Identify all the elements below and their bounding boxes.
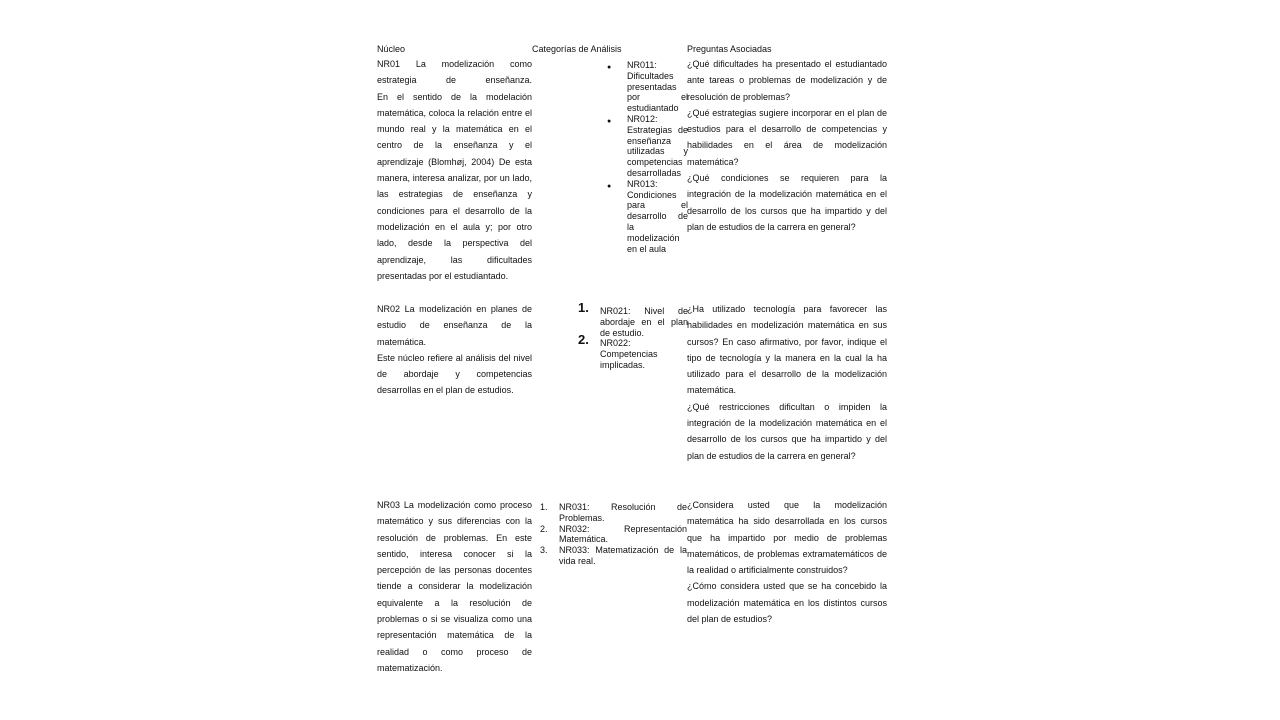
questions-cell bbox=[687, 301, 887, 464]
item-number: 1. bbox=[578, 300, 589, 315]
nucleus-title: NR01 La modelización como estrategia de enseñanza. bbox=[377, 59, 532, 86]
list-item bbox=[607, 179, 688, 255]
category-text: NR012: Estrategias de enseñanza utilizadas y competencias desarrolladas bbox=[627, 113, 688, 178]
list-item bbox=[540, 524, 687, 546]
category-text: NR011: Dificultades presentadas por el estudiantado bbox=[627, 60, 688, 114]
question: ¿Qué estrategias sugiere incorporar en el plan de estudios para el desarrollo de competencias y habilidades en el área de modelización matemática? bbox=[687, 107, 887, 167]
bullet-icon: ● bbox=[607, 64, 612, 71]
category-text: NR022: Competencias implicadas. bbox=[600, 338, 658, 370]
item-number: 2. bbox=[578, 332, 589, 348]
item-number: 2. bbox=[540, 523, 548, 534]
nucleus-cell bbox=[377, 497, 532, 676]
bullet-icon: ● bbox=[607, 182, 612, 190]
list-item bbox=[578, 300, 688, 338]
question: ¿Considera usted que la modelización matemática ha sido desarrollada en los cursos que ha impartido por medio de problemas matemáticos, de problemas extramatemáticos de la realidad o artificialmente construidos? bbox=[687, 500, 887, 576]
question: ¿Qué dificultades ha presentado el estudiantado ante tareas o problemas de modelización y de resolución de problemas? bbox=[687, 59, 887, 102]
nucleus-description: En el sentido de la modelación matemática, coloca la relación entre el mundo real y la matemática en el centro de la enseñanza y el aprendizaje (Blomhøj, 2004) De esta manera, interesa analizar, por un lado, las estrategias de enseñanza y condiciones para el desarrollo de la modelización en el aula y; por otro lado, desde la perspectiva del aprendizaje, las dificultades presentadas por el estudiantado. bbox=[377, 91, 532, 281]
categories-list bbox=[578, 300, 688, 371]
nucleus-description: NR03 La modelización como proceso matemático y sus diferencias con la resolución de problemas. En este sentido, interesa conocer si la percepción de las personas docentes tiende a considerar la modelización equivalente a la resolución de problemas o si se visualiza como una representación matemática de la realidad o como proceso de matematización. bbox=[377, 500, 532, 673]
analysis-table bbox=[377, 42, 887, 720]
list-item bbox=[578, 332, 688, 370]
list-item bbox=[540, 545, 687, 567]
list-item bbox=[607, 114, 688, 179]
header-preguntas: Preguntas Asociadas bbox=[687, 44, 772, 54]
list-item bbox=[540, 502, 687, 524]
category-text: NR021: Nivel de abordaje en el plan de estudio. bbox=[600, 306, 688, 338]
nucleus-cell bbox=[377, 56, 532, 284]
nucleus-title: NR02 La modelización en planes de estudio de enseñanza de la matemática. bbox=[377, 304, 532, 347]
item-number: 3. bbox=[540, 545, 548, 556]
question: ¿Qué condiciones se requieren para la integración de la modelización matemática en el desarrollo de los cursos que ha impartido y del plan de estudios de la carrera en general? bbox=[687, 173, 887, 232]
question: ¿Qué restricciones dificultan o impiden la integración de la modelización matemática en el desarrollo de los cursos que ha impartido y del plan de estudios de la carrera en general? bbox=[687, 401, 887, 461]
nucleus-cell bbox=[377, 301, 532, 399]
category-text: NR033: Matematización de la vida real. bbox=[559, 545, 687, 566]
category-text: NR013: Condiciones para el desarrollo de la modelización en el aula bbox=[627, 178, 688, 254]
header-nucleo: Núcleo bbox=[377, 44, 406, 54]
nucleus-description: Este núcleo refiere al análisis del nivel de abordaje y competencias desarrollas en el plan de estudios. bbox=[377, 352, 532, 396]
questions-cell bbox=[687, 56, 887, 235]
list-item bbox=[607, 60, 688, 114]
categories-list bbox=[607, 60, 688, 254]
questions-cell bbox=[687, 497, 887, 627]
header-categorias: Categorías de Análisis bbox=[532, 44, 622, 54]
item-number: 1. bbox=[540, 502, 548, 512]
category-text: NR032: Representación Matemática. bbox=[559, 523, 687, 545]
question: ¿Cómo considera usted que se ha concebido la modelización matemática en los distintos cursos del plan de estudios? bbox=[687, 581, 887, 625]
bullet-icon: ● bbox=[607, 117, 612, 125]
question: ¿Ha utilizado tecnología para favorecer las habilidades en modelización matemática en sus cursos? En caso afirmativo, por favor, indique el tipo de tecnología y la manera en la cual la ha utilizado para el desarrollo de la modelización matemática. bbox=[687, 304, 887, 396]
category-text: NR031: Resolución de Problemas. bbox=[559, 502, 687, 523]
categories-list bbox=[540, 502, 687, 567]
